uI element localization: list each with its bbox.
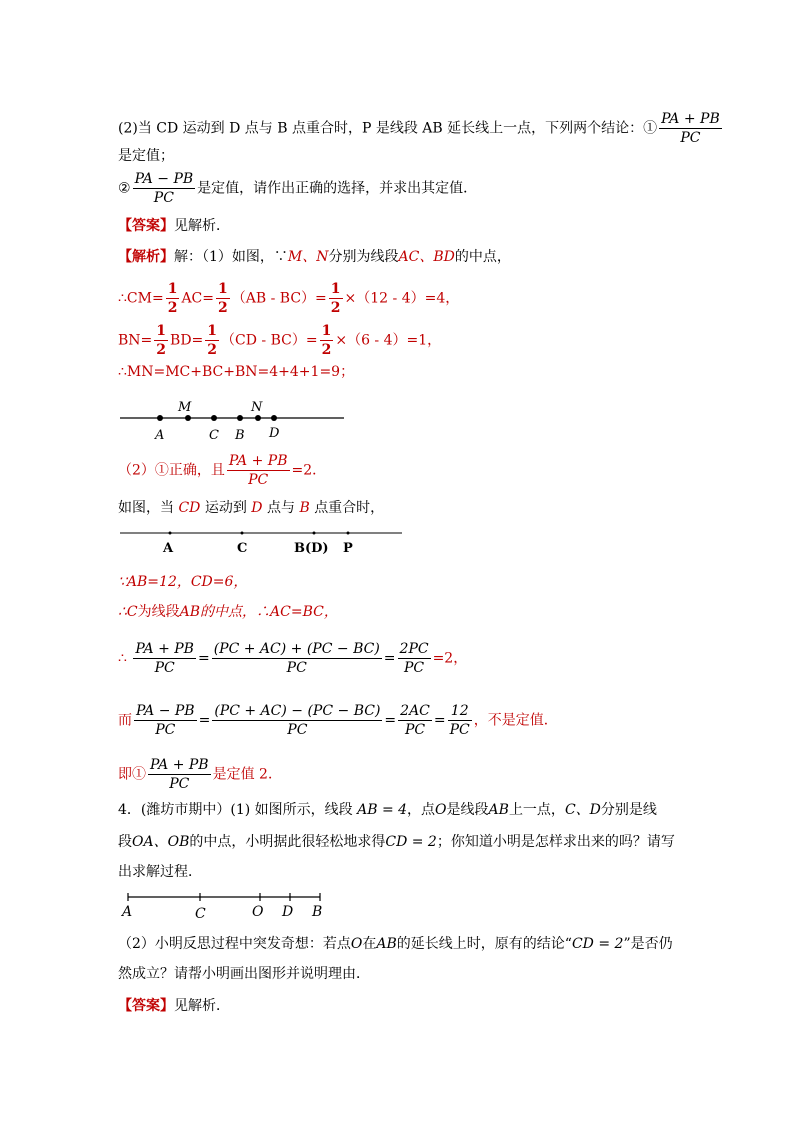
label-b: B [312,904,323,920]
q2-statement-line1: (2)当 CD 运动到 D 点与 B 点重合时，P 是线段 AB 延长线上一点，下列两个结论：① $\frac{PA + PB}{PC}$ [118,111,720,146]
point-c [241,532,244,535]
point-a [157,415,163,421]
q2-statement-line2: 是定值； [118,148,174,164]
point-a [169,532,172,535]
fraction: $\frac{PA + PB}{PC}$ [228,453,288,488]
label-o: O [252,904,264,920]
q4-part2-line2: 然成立？请帮小明画出图形并说明理由． [118,966,370,982]
condition-line1: ∵AB=12，CD=6， [118,574,248,590]
point-m [185,415,191,421]
q4-part2-line1: （2）小明反思过程中突发奇想：若点O在AB的延长线上时，原有的结论“CD = 2”是否仍 [118,936,673,952]
label-b: B [235,428,245,443]
fraction: $\frac{(PC + AC) + (PC - BC)}{PC}$ [213,641,380,676]
fraction: $\frac{12}{PC}$ [449,703,470,738]
fraction: $\frac{PA - PB}{PC}$ [136,703,195,738]
equation-2: 而 $\frac{PA - PB}{PC}$ = $\frac{(PC + AC) - (PC - BC)}{PC}$ = $\frac{2AC}{PC}$ = $\frac{12}{PC}$ ，不是定值． [118,703,558,738]
fraction: $\frac{PA + PB}{PC}$ [135,641,194,676]
fraction-half: $\frac{1}{2}$ [156,323,167,358]
fraction-half: $\frac{1}{2}$ [207,323,218,358]
fraction-half: $\frac{1}{2}$ [218,281,228,316]
q4-answer-line: 【答案】见解析． [118,998,230,1014]
fraction: $\frac{PA + PB}{PC}$ [150,757,209,792]
point-p [347,532,350,535]
fraction: $\frac{2AC}{PC}$ [400,703,430,738]
fraction: $\frac{PA - PB}{PC}$ [134,171,194,206]
part2-line1: （2）①正确，且 $\frac{PA + PB}{PC}$ =2． [118,453,327,488]
point-d [271,415,277,421]
fraction-half: $\frac{1}{2}$ [330,281,341,316]
fraction: $\frac{2PC}{PC}$ [399,641,429,676]
analysis-line4: ∴MN=MC+BC+BN=4+4+1=9； [118,364,355,380]
label-p: P [343,541,353,556]
fraction: $\frac{PA + PB}{PC}$ [661,111,720,146]
q4-line2: 段OA、OB的中点，小明据此很轻松地求得CD = 2；你知道小明是怎样求出来的吗？请写 [118,834,675,850]
analysis-line2: ∴CM= $\frac{1}{2}$ AC= $\frac{1}{2}$ （AB - BC）= $\frac{1}{2}$ ×（12 - 4）=4， [118,281,460,316]
fraction-half: $\frac{1}{2}$ [167,281,178,316]
label-d: D [269,426,280,441]
q4-line3: 出求解过程． [118,864,202,880]
analysis-line3: BN= $\frac{1}{2}$ BD= $\frac{1}{2}$ （CD - BC）= $\frac{1}{2}$ ×（6 - 4）=1， [118,323,442,358]
label-c: C [237,541,248,556]
label-bd: B(D) [294,541,329,556]
answer-line: 【答案】见解析． [118,218,230,234]
label-a: A [163,541,174,556]
condition-line2: ∴C为线段AB的中点，∴AC=BC， [118,604,338,620]
point-n [255,415,261,421]
part2-line2: 如图，当 CD 运动到 D 点与 B 点重合时， [118,500,385,516]
label-c: C [209,428,219,443]
figure-1-number-line [118,396,348,444]
label-n: N [251,400,263,415]
point-bd [313,532,316,535]
point-b [237,415,243,421]
analysis-line1: 【解析】解：（1）如图，∵M、N分别为线段AC、BD的中点， [118,249,511,265]
point-c [211,415,217,421]
figure-3-segment [118,888,328,924]
label-d: D [282,904,294,920]
equation-1: ∴ $\frac{PA + PB}{PC}$ = $\frac{(PC + AC) + (PC - BC)}{PC}$ = $\frac{2PC}{PC}$ =2， [118,641,468,676]
label-c: C [195,906,206,922]
q2-statement-line3: ② $\frac{PA - PB}{PC}$ 是定值，请作出正确的选择，并求出其定值． [118,171,478,206]
fraction: $\frac{(PC + AC) - (PC - BC)}{PC}$ [214,703,381,738]
label-m: M [178,400,192,415]
conclusion-line: 即① $\frac{PA + PB}{PC}$ 是定值 2． [118,757,282,792]
fraction-half: $\frac{1}{2}$ [321,323,332,358]
q4-line1: 4．(潍坊市期中）(1) 如图所示，线段 AB = 4，点O是线段AB上一点，C、D分别是线 [118,802,657,818]
figure-2-number-line [118,522,408,562]
label-a: A [122,904,133,920]
label-a: A [155,428,165,443]
